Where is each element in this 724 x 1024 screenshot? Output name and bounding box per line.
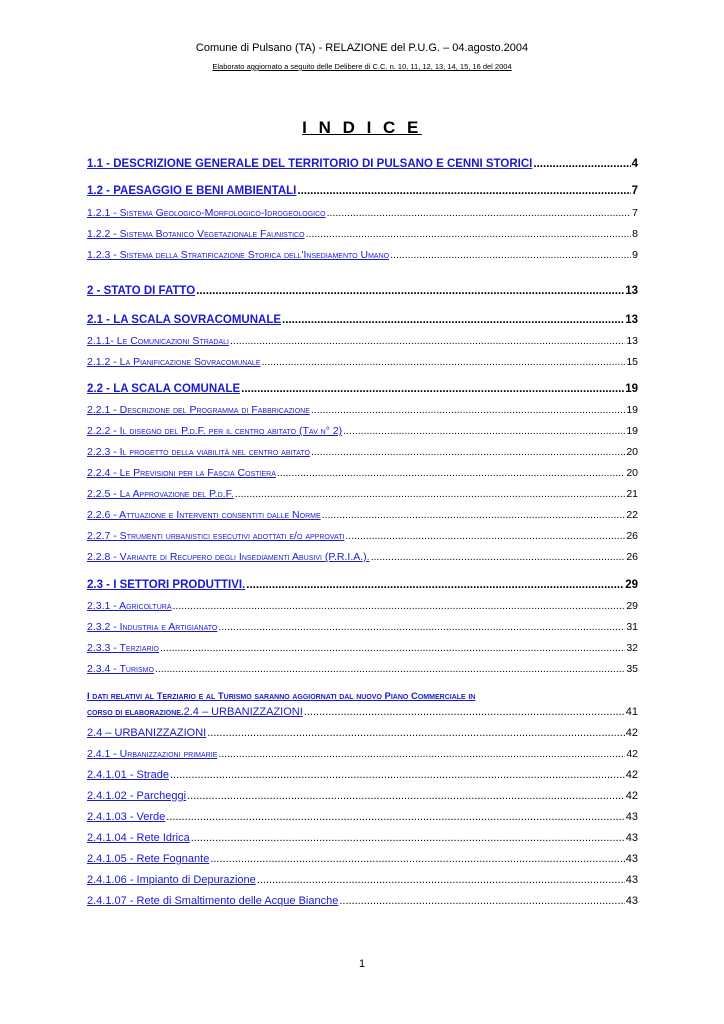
- toc-entry-link[interactable]: 2.4.1.03 - Verde: [87, 811, 166, 823]
- toc-entry-link[interactable]: 2.2.2 - Il disegno del P.d.F. per il centro abitato (Tav n° 2): [87, 425, 343, 437]
- toc-dot-leader: [371, 551, 626, 563]
- toc-page-number: 13: [625, 285, 638, 297]
- toc-entry-link[interactable]: 1.2.1 - Sistema Geologico-Morfologico-Idrogeologico: [87, 207, 326, 219]
- toc-dot-leader: [235, 488, 626, 500]
- toc-dot-leader: [311, 404, 625, 416]
- toc-entry-link[interactable]: 2.4.1.01 - Strade: [87, 769, 169, 781]
- toc-entry[interactable]: [87, 314, 638, 326]
- toc-entry-link[interactable]: 1.2.2 - Sistema Botanico Vegetazionale Faunistico: [87, 228, 305, 240]
- toc-dot-leader: [160, 642, 625, 654]
- toc-entry-link[interactable]: 2.3.2 - Industria e Artigianato: [87, 621, 218, 633]
- toc-page-number: 32: [626, 642, 638, 654]
- toc-entry[interactable]: [87, 663, 638, 675]
- toc-dot-leader: [187, 790, 625, 802]
- toc-entry[interactable]: [87, 727, 638, 739]
- toc-page-number: 13: [625, 314, 638, 326]
- toc-entry[interactable]: [87, 790, 638, 802]
- toc-dot-leader: [207, 727, 625, 739]
- toc-entry[interactable]: [87, 748, 638, 760]
- toc-entry-link[interactable]: 1.2.3 - Sistema della Stratificazione Storica dell'Insediamento Umano: [87, 249, 390, 261]
- toc-note-line2[interactable]: [87, 706, 638, 718]
- toc-page-number: 21: [626, 488, 638, 500]
- toc-entry-link[interactable]: 2.4.1 - Urbanizzazioni primarie: [87, 748, 218, 760]
- toc-dot-leader: [345, 530, 625, 542]
- toc-dot-leader: [170, 769, 625, 781]
- toc-page-number: 43: [625, 811, 638, 823]
- toc-dot-leader: [322, 509, 626, 521]
- toc-entry-link[interactable]: 2.1.1- Le Comunicazioni Stradali: [87, 335, 229, 347]
- toc-page-number: 8: [632, 228, 638, 240]
- toc-page-number: 19: [625, 383, 638, 395]
- toc-page-number: 42: [626, 748, 638, 760]
- toc-entry[interactable]: [87, 551, 638, 563]
- toc-entry[interactable]: [87, 600, 638, 612]
- toc-entry[interactable]: [87, 207, 638, 219]
- toc-entry-link[interactable]: 2.4.1.06 - Impianto di Depurazione: [87, 874, 256, 886]
- toc-entry[interactable]: [87, 356, 638, 368]
- toc-dot-leader: [262, 356, 626, 368]
- toc-entry-link[interactable]: 2.4.1.04 - Rete Idrica: [87, 832, 190, 844]
- toc-dot-leader: [218, 748, 625, 760]
- toc-dot-leader: [155, 663, 625, 675]
- toc-entry[interactable]: [87, 811, 638, 823]
- toc-entry-link[interactable]: 2.1 - LA SCALA SOVRACOMUNALE: [87, 314, 282, 326]
- toc-entry[interactable]: [87, 769, 638, 781]
- toc-page-number: 43: [625, 832, 638, 844]
- page-number: 1: [358, 958, 366, 970]
- toc-page-number: 31: [626, 621, 638, 633]
- toc-dot-leader: [230, 335, 625, 347]
- toc-page-number: 9: [632, 249, 638, 261]
- toc-dot-leader: [172, 600, 625, 612]
- toc-entry[interactable]: [87, 425, 638, 437]
- toc-entry[interactable]: [87, 832, 638, 844]
- toc-dot-leader: [277, 467, 625, 479]
- toc-entry[interactable]: [87, 467, 638, 479]
- toc-entry-link[interactable]: 2.3 - I SETTORI PRODUTTIVI.: [87, 579, 246, 591]
- toc-page-number: 41: [625, 706, 638, 718]
- toc-entry[interactable]: [87, 285, 638, 297]
- toc-entry[interactable]: [87, 228, 638, 240]
- toc-entry-link[interactable]: 2.3.1 - Agricoltura: [87, 600, 172, 612]
- toc-dot-leader: [191, 832, 625, 844]
- toc-dot-leader: [311, 446, 625, 458]
- toc-page-number: 4: [631, 158, 638, 170]
- toc-entry[interactable]: [87, 158, 638, 170]
- toc-dot-leader: [533, 158, 630, 170]
- document-header-title: Comune di Pulsano (TA) - RELAZIONE del P.U.G. – 04.agosto.2004: [195, 42, 529, 54]
- toc-page-number: 7: [631, 185, 638, 197]
- toc-entry[interactable]: [87, 642, 638, 654]
- toc-dot-leader: [390, 249, 631, 261]
- toc-entry-link[interactable]: 2.2 - LA SCALA COMUNALE: [87, 383, 241, 395]
- toc-entry[interactable]: [87, 579, 638, 591]
- toc-dot-leader: [246, 579, 624, 591]
- toc-entry-link[interactable]: 2.3.3 - Terziario: [87, 642, 159, 654]
- toc-entry[interactable]: [87, 335, 638, 347]
- document-header-subtitle: Elaborato aggiornato a seguito delle Delibere di C.C. n. 10, 11, 12, 13, 14, 15, 16 del 2004: [212, 62, 512, 71]
- toc-page-number: 22: [626, 509, 638, 521]
- toc-dot-leader: [282, 314, 624, 326]
- toc-entry[interactable]: [87, 853, 638, 865]
- toc-page-number: 42: [625, 769, 638, 781]
- toc-entry-link[interactable]: 2.2.8 - Variante di Recupero degli Insediamenti Abusivi (P.R.I.A.).: [87, 551, 370, 563]
- toc-page-number: 15: [626, 356, 638, 368]
- toc-page-number: 19: [626, 404, 638, 416]
- toc-page-number: 20: [626, 446, 638, 458]
- toc-entry[interactable]: [87, 874, 638, 886]
- toc-note-link[interactable]: 2.4 – URBANIZZAZIONI: [183, 706, 303, 718]
- toc-entry-link[interactable]: 2.4 – URBANIZZAZIONI: [87, 727, 207, 739]
- toc-page-number: 29: [626, 600, 638, 612]
- toc-dot-leader: [343, 425, 625, 437]
- toc-entry[interactable]: [87, 530, 638, 542]
- toc-page-number: 43: [625, 895, 638, 907]
- toc-entry-link[interactable]: 2.1.2 - La Pianificazione Sovracomunale: [87, 356, 261, 368]
- toc-page-number: 43: [625, 874, 638, 886]
- toc-entry-link[interactable]: 2.3.4 - Turismo: [87, 663, 154, 675]
- toc-page-number: 43: [625, 853, 638, 865]
- toc-page-number: 42: [625, 727, 638, 739]
- toc-page-number: 42: [625, 790, 638, 802]
- toc-entry[interactable]: [87, 404, 638, 416]
- toc-entry[interactable]: [87, 185, 638, 197]
- toc-dot-leader: [257, 874, 625, 886]
- toc-entry-link[interactable]: 1.2 - PAESAGGIO E BENI AMBIENTALI: [87, 185, 297, 197]
- toc-page-number: 19: [626, 425, 638, 437]
- toc-dot-leader: [339, 895, 624, 907]
- toc-entry[interactable]: [87, 446, 638, 458]
- toc-page-number: 20: [626, 467, 638, 479]
- toc-page-number: 29: [625, 579, 638, 591]
- toc-entry[interactable]: [87, 249, 638, 261]
- toc-entry[interactable]: [87, 895, 638, 907]
- toc-entry-link[interactable]: 2.4.1.05 - Rete Fognante: [87, 853, 210, 865]
- toc-entry-link[interactable]: 1.1 - DESCRIZIONE GENERALE DEL TERRITORIO DI PULSANO E CENNI STORICI: [87, 158, 533, 170]
- toc-entry-link[interactable]: 2.2.4 - Le Previsioni per la Fascia Costiera: [87, 467, 276, 479]
- toc-dot-leader: [166, 811, 624, 823]
- toc-dot-leader: [210, 853, 624, 865]
- toc-entry-link[interactable]: 2.2.3 - Il progetto della viabilità nel centro abitato: [87, 446, 310, 458]
- toc-entry[interactable]: [87, 509, 638, 521]
- toc-page-number: 26: [626, 530, 638, 542]
- toc-entry-link[interactable]: 2 - STATO DI FATTO: [87, 285, 196, 297]
- toc-dot-leader: [304, 706, 625, 718]
- toc-entry[interactable]: [87, 621, 638, 633]
- toc-entry[interactable]: [87, 488, 638, 500]
- toc-dot-leader: [327, 207, 632, 219]
- toc-dot-leader: [196, 285, 624, 297]
- toc-entry-link[interactable]: 2.2.1 - Descrizione del Programma di Fabbricazione: [87, 404, 310, 416]
- index-title: I N D I C E: [302, 118, 422, 137]
- toc-entry-link[interactable]: 2.2.7 - Strumenti urbanistici esecutivi adottati e/o approvati: [87, 530, 345, 542]
- toc-entry-link[interactable]: 2.4.1.02 - Parcheggi: [87, 790, 187, 802]
- toc-dot-leader: [241, 383, 624, 395]
- toc-dot-leader: [306, 228, 632, 240]
- toc-note-line1[interactable]: I dati relativi al Terziario e al Turismo saranno aggiornati dal nuovo Piano Commerciale in: [87, 691, 476, 702]
- toc-page-number: 7: [632, 207, 638, 219]
- toc-note-small-text[interactable]: corso di elaborazione.: [87, 707, 184, 718]
- toc-page-number: 13: [626, 335, 638, 347]
- toc-page-number: 26: [626, 551, 638, 563]
- toc-entry-link[interactable]: 2.2.5 - La Approvazione del P.d.F.: [87, 488, 234, 500]
- toc-dot-leader: [218, 621, 625, 633]
- toc-page-number: 35: [626, 663, 638, 675]
- toc-dot-leader: [297, 185, 630, 197]
- toc-entry-link[interactable]: 2.2.6 - Attuazione e Interventi consentiti dalle Norme: [87, 509, 321, 521]
- toc-entry[interactable]: [87, 383, 638, 395]
- toc-entry-link[interactable]: 2.4.1.07 - Rete di Smaltimento delle Acque Bianche: [87, 895, 339, 907]
